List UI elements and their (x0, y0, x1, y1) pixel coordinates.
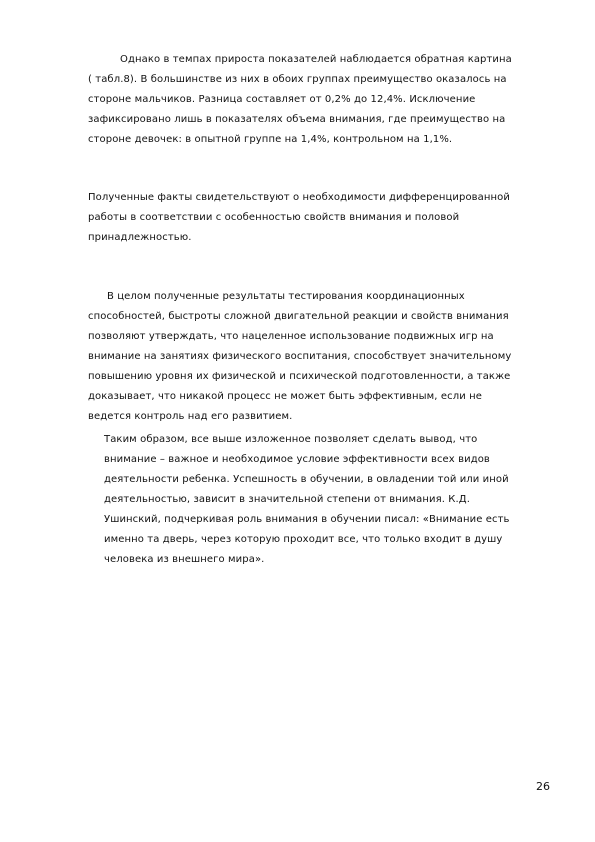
paragraph-line: ведется контроль над его развитием. (88, 411, 293, 422)
paragraph-line: повышению уровня их физической и психической подготовленности, а также (88, 371, 511, 382)
paragraph-line: В целом полученные результаты тестирования координационных (107, 291, 465, 302)
paragraph-line: принадлежностью. (88, 232, 192, 243)
paragraph-line: деятельности ребенка. Успешность в обучении, в овладении той или иной (104, 474, 509, 485)
paragraph-line: стороне девочек: в опытной группе на 1,4%, контрольном на 1,1%. (88, 134, 453, 145)
page-number: 26 (536, 780, 550, 793)
paragraph-line: внимание – важное и необходимое условие эффективности всех видов (104, 454, 490, 465)
paragraph-line: стороне мальчиков. Разница составляет от 0,2% до 12,4%. Исключение (88, 94, 476, 105)
paragraph-line: доказывает, что никакой процесс не может быть эффективным, если не (88, 391, 482, 402)
paragraph-3 (88, 287, 548, 427)
paragraph-1 (88, 50, 548, 150)
paragraph-line: Полученные факты свидетельствуют о необходимости дифференцированной (88, 192, 510, 203)
paragraph-line: способностей, быстроты сложной двигательной реакции и свойств внимания (88, 311, 509, 322)
paragraph-line: зафиксировано лишь в показателях объема внимания, где преимущество на (88, 114, 506, 125)
paragraph-line: Таким образом, все выше изложенное позволяет сделать вывод, что (104, 434, 478, 445)
paragraph-line: работы в соответствии с особенностью свойств внимания и половой (88, 212, 460, 223)
paragraph-line: деятельностью, зависит в значительной степени от внимания. К.Д. (104, 494, 470, 505)
paragraph-line: Ушинский, подчеркивая роль внимания в обучении писал: «Внимание есть (104, 514, 510, 525)
paragraph-2 (88, 188, 548, 248)
paragraph-line: ( табл.8). В большинстве из них в обоих группах преимущество оказалось на (88, 74, 507, 85)
paragraph-line: Однако в темпах прироста показателей наблюдается обратная картина (120, 54, 512, 65)
paragraph-line: именно та дверь, через которую проходит все, что только входит в душу (104, 534, 503, 545)
paragraph-line: внимание на занятиях физического воспитания, способствует значительному (88, 351, 512, 362)
paragraph-line: человека из внешнего мира». (104, 554, 265, 565)
paragraph-line: позволяют утверждать, что нацеленное использование подвижных игр на (88, 331, 494, 342)
paragraph-4 (104, 430, 549, 570)
